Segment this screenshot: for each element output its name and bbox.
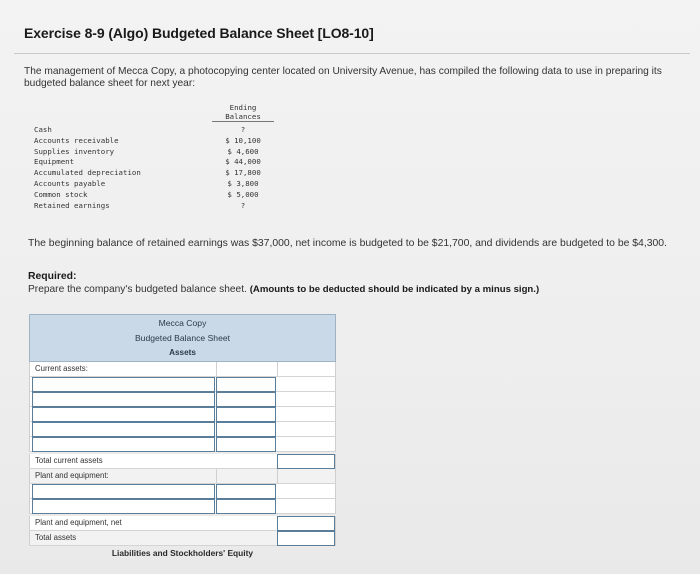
plant-equipment-net-label: Plant and equipment, net: [35, 518, 122, 527]
ending-balances-header: [206, 103, 280, 122]
cell: [216, 362, 277, 377]
total-current-assets-input[interactable]: [277, 454, 335, 469]
data-row-accounts-receivable: [34, 136, 280, 147]
exercise-title: Exercise 8-9 (Algo) Budgeted Balance Sheet [LO8-10]: [24, 25, 374, 41]
assets-heading: Assets: [169, 348, 196, 357]
current-assets-label: Current assets:: [35, 364, 88, 373]
plant-equipment-net-row: [29, 516, 336, 531]
data-row-value: $ 17,800: [225, 168, 261, 178]
intro-paragraph: The management of Mecca Copy, a photocopying center located on University Avenue, has compiled the following data to use in preparing its budgeted balance sheet for next year:: [24, 66, 662, 89]
total-assets-input[interactable]: [277, 531, 335, 546]
data-row-value: ?: [240, 125, 246, 134]
total-assets-label: Total assets: [35, 533, 77, 542]
data-row-value: $ 44,000: [225, 157, 261, 167]
ending-header-line1: Ending: [229, 103, 257, 112]
required-note: (Amounts to be deducted should be indicated by a minus sign.): [249, 284, 540, 295]
data-row-value: $ 4,600: [227, 146, 259, 156]
retained-earnings-paragraph: The beginning balance of retained earnings was $37,000, net income is budgeted to be $21,700, and dividends are budgeted to be $4,300.: [28, 238, 667, 249]
current-asset-amount-input[interactable]: [216, 422, 276, 437]
plant-equipment-row: [29, 469, 336, 484]
data-row-label: Accounts receivable: [34, 135, 119, 145]
statement-name: Budgeted Balance Sheet: [134, 333, 231, 343]
current-asset-entry-row: [29, 437, 336, 452]
required-instruction: Prepare the company's budgeted balance sheet.: [28, 284, 247, 295]
cell: [216, 469, 277, 484]
ending-header-line2: Balances: [212, 112, 274, 122]
cell: [277, 362, 336, 377]
plant-equipment-label: Plant and equipment:: [35, 471, 109, 480]
current-asset-name-input[interactable]: [32, 422, 215, 437]
plant-item-amount-input[interactable]: [216, 499, 276, 514]
company-name: Mecca Copy: [158, 318, 207, 328]
data-row-value: $ 5,000: [227, 189, 259, 199]
plant-item-name-input[interactable]: [32, 499, 215, 514]
cell: [277, 469, 336, 484]
data-row-label: Accounts payable: [34, 178, 106, 188]
data-row-label: Supplies inventory: [34, 146, 115, 156]
current-asset-name-input[interactable]: [32, 407, 215, 422]
plant-item-name-input[interactable]: [32, 484, 215, 499]
current-asset-entry-row: [29, 392, 336, 407]
data-row-retained-earnings: [34, 201, 280, 212]
data-row-supplies-inventory: [34, 147, 280, 158]
required-label: Required:: [28, 271, 77, 282]
current-asset-entry-row: [29, 377, 336, 392]
data-row-value: $ 3,800: [227, 178, 259, 188]
plant-equipment-net-input[interactable]: [277, 516, 335, 531]
current-asset-amount-input[interactable]: [216, 437, 276, 452]
data-row-value: $ 10,100: [225, 135, 261, 145]
current-asset-entry-row: [29, 422, 336, 437]
current-assets-row: [29, 362, 336, 377]
current-asset-name-input[interactable]: [32, 392, 215, 407]
total-current-assets-row: [29, 454, 336, 469]
total-current-assets-label: Total current assets: [35, 456, 103, 465]
data-row-accumulated-depreciation: [34, 168, 280, 179]
data-row-cash: [34, 125, 280, 136]
data-row-label: Accumulated depreciation: [34, 168, 141, 178]
plant-item-amount-input[interactable]: [216, 484, 276, 499]
current-asset-amount-input[interactable]: [216, 377, 276, 392]
plant-entry-row: [29, 499, 336, 514]
data-row-value: ?: [240, 200, 246, 210]
current-asset-name-input[interactable]: [32, 377, 215, 392]
plant-entry-row: [29, 484, 336, 499]
current-asset-amount-input[interactable]: [216, 407, 276, 422]
balance-sheet-header: [29, 314, 336, 362]
current-asset-amount-input[interactable]: [216, 392, 276, 407]
data-row-label: Cash: [34, 125, 52, 134]
title-divider: [14, 53, 690, 54]
data-row-equipment: [34, 157, 280, 168]
given-data-rows: [34, 125, 280, 211]
data-row-label: Equipment: [34, 157, 75, 167]
current-asset-entry-row: [29, 407, 336, 422]
data-row-label: Retained earnings: [34, 200, 110, 210]
required-text: [28, 284, 539, 295]
data-row-accounts-payable: [34, 179, 280, 190]
data-row-label: Common stock: [34, 189, 88, 199]
current-asset-name-input[interactable]: [32, 437, 215, 452]
liabilities-equity-heading: Liabilities and Stockholders' Equity: [111, 548, 254, 558]
balance-sheet-form: [29, 314, 336, 574]
data-row-common-stock: [34, 190, 280, 201]
total-assets-row: [29, 531, 336, 546]
